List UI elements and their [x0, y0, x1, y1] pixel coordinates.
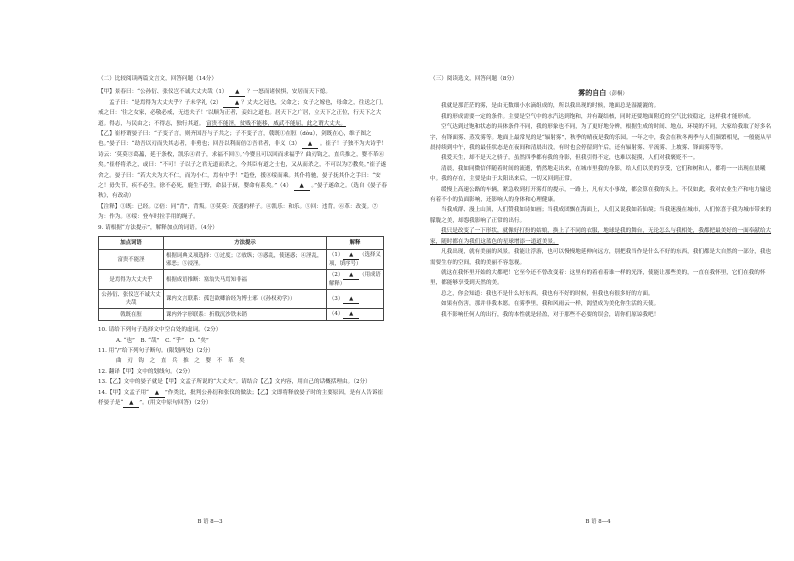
table-row [99, 250, 384, 270]
blank-2: ▲ [223, 100, 239, 108]
essay-paragraph: 我的形成需要一定的条件。主要是空气中的水汽达到饱和，并有凝结核，同时还要地面附近的空气比较稳定，这样我才能形成。 [441, 113, 755, 120]
blank-1: ▲ [229, 89, 245, 97]
right-column [430, 74, 776, 320]
essay-title: 雾的自白（彭桐） [578, 88, 628, 98]
essay-paragraph: 就这在我怀里开始的大都吧！它至今还不曾改变着：这里有的着看着谁一样的光泽，使能让那些美的，一直在我怀里，它们在我的怀里，都能够享受到天然的美。 [430, 269, 766, 287]
yi-passage: 【乙】崔杼谓晏子曰：“子变子言，则齐国吾与子共之；子不变子言，戟既①在脰（dòu），剑既在心，维子图之也。”晏子曰：“劫吾以刃而失其志者，非勇也；回吾以利而倍②吾君者，非义（3） ▲ 。崔子！子独不为夫诗乎！诗云：‘莫莫③葛藟，延于条枚，凯乐④君子，求福不回⑤。’今婴且可以回而求福乎？曲刃钩之，直兵推之，婴不革⑥矣。”崔杼将杀之，或曰：“不可！子以子之君无道而杀之，今其臣有道之士也，又从而杀之，不可以为⑦教矣。”崔子遂舍之。晏子曰：“若大夫为大不仁，而为小仁，焉有中乎！”趋登，援⑧绥而乘。其仆将驰，晏子抚其仆之手曰：“安之！毋失节，疾不必生，徐不必死，鹿生于野，命县于厨，婴命有系矣。”（4） ▲ 。”晏子遂命之。（选自《晏子春秋》，有改动） [98, 131, 387, 200]
essay-author: （彭桐） [606, 91, 628, 98]
blank-q14-2[interactable]: ▲ [123, 400, 139, 408]
table-cell-word: 富贵不能淫 [99, 250, 164, 270]
table-cell-method: 根据成语推断：塞翁失马焉知非福 [164, 270, 327, 290]
essay-paragraph: 如果有伤害，那并非我本愿。在雾季里，我和风雨云一样，渴望成为美化你生活的天使。 [441, 301, 660, 308]
question-10-options[interactable]: A. “也” B. “哉” C. “乎” D. “矣” [116, 337, 209, 344]
table-header: 解释 [327, 237, 384, 250]
right-page [402, 0, 794, 561]
question-12: 12. 翻译【甲】文中的划线句。（2分） [98, 368, 194, 375]
jia-passage-2: 孟子曰：“是焉得为大丈夫乎？子未学礼（2） ▲ ？丈夫之冠也，父命之；女子之嫁也，母命之，往送之门，戒之曰：‘往之女家，必敬必戒，无违夫子！’以顺为正者，妾妇之道也。居天下之广居，立天下之正位，行天下之大道。得志，与民由之；不得志，独行其道。 富贵不能淫，贫贱不能移，威武不能屈，此之谓大丈夫。 [98, 99, 387, 127]
table-cell-method: 课内外字形联系：折戟沉沙铁未销 [164, 309, 327, 321]
table-header: 加点词语 [99, 237, 164, 250]
table-row [99, 270, 384, 290]
table-cell-method: 课内文言联系：孤岂欲卿治经为博士邪（《孙权劝学》） [164, 290, 327, 309]
essay-paragraph: 缓慢上高速公路的车辆，紧急收到打开雾灯的提示，一路上，凡有大小事故，都会算在我的头上。不仅如此，我对农业生产和电力输送有着不小的负面影响，还影响人的身体和心理健康。 [430, 186, 772, 204]
table-cell-method: 根据词典义项选择：①过度；②放纵；③惑乱，使迷惑；④淫乱，邪恶；⑤浸淫。 [164, 250, 327, 270]
blank-q14-1[interactable]: ▲ [149, 390, 165, 398]
page-footer-left: B 语 8—3 [197, 519, 223, 525]
question-14: 14.【甲】文孟子用“ ▲ ”作类比，批判公孙衍和张仪的做法；【乙】文即将释放晏子时的主要原因，是有人告诉崔杼晏子是“ ▲ ”。(用文中原句回答)（2分） [98, 389, 384, 406]
essay-paragraph: 当我成群、漫上山顶，人们赞我如诗如画；当我成团飘在海面上，人们又说我如若仙境；当我迷漫在城市，人们惊喜于我为城市带来的朦胧之美，却怨我影响了正常的出行。 [430, 207, 772, 224]
essay-paragraph: 我不影响任何人的出行，我的本性就是轻盈，对于那些不必要的误会，请你们原谅我吧！ [441, 311, 660, 318]
blank-4: ▲ [294, 183, 310, 191]
question-9: 9. 请根据“方法提示”，解释加点的词语。（4分） [98, 224, 218, 231]
essay-paragraph: 我就是那茫茫的雾，是由无数细小水滴组成的，所以我出现的时候，地面总是湿漉漉的。 [441, 103, 660, 110]
section-title-reading: （三）阅读选文，回答问题（8分） [430, 76, 518, 82]
essay-paragraph: 清晨，我如同微信伴随着时间的流逝，悄然地走出来，在城市里我的身影，给人们以美的享受，它们和树和人，都将一一出现在晨曦中。我的存在，主要是由于太阳出来后，一切又回到正常。 [430, 165, 766, 183]
table-cell-answer[interactable]: （4） ▲ [327, 309, 384, 321]
table-cell-answer[interactable]: （1） ▲ （选择义项，填序号） [327, 250, 384, 270]
table-cell-word: 戟既在脰 [99, 309, 164, 321]
essay-paragraph: 空气达到过饱和状态的具体条件不同，我的形象也不同，为了更好地分辨，根据生成的时间、地点、环境的不同，大家给我取了好多名字，有锋面雾、蒸发雾等。地面上最常见的是“辐射雾”，秋季的晴夜是我的乐园。一年之中，我会在秋冬两季与人们频繁相见，一般能从早晨持续到中午，我的最佳状态是在夜间和清晨出没，有时也会停留到午后，还有辐射雾、平流雾、上坡雾、锋面雾等等。 [430, 124, 772, 152]
question-11-sentence[interactable]: 曲 刃 钩 之 直 兵 推 之 婴 不 革 矣 [116, 358, 245, 365]
essay-paragraph-underlined: 我只是改变了一下形状，就像好打扮的姑娘，换上了不同的衣服，地球是我的舞台，无论怎么与我相处，我都把最美好的一面奉献给大家，随时都在为我们这蓝色的星球增添一道道美景。 [430, 228, 772, 245]
table-cell-answer[interactable]: （2） ▲ （用成语解释） [327, 270, 384, 290]
word-table [98, 236, 384, 321]
essay-paragraph: 总之，你会知道：我也不是什么好东西，我也有不好的时候，但我也有很多好的方面。 [441, 290, 654, 297]
table-header-row [99, 237, 384, 250]
blank-3: ▲ [302, 141, 318, 149]
table-row [99, 309, 384, 321]
question-11: 11. 用“/”给下列句子断句。(限划两处)（2分） [98, 347, 214, 354]
underlined-sentence: 富贵不能淫，贫贱不能移，威武不能屈，此之谓大丈夫。 [206, 120, 346, 127]
essay-paragraph: 凡我出现，就有美丽的风景。我能让浮游，也可以慢慢地延伸向远方，别把我当作是什么不好的东西，我们都是大自然的一部分，我也需要生存的空间，我的美丽不容忽视。 [430, 249, 772, 266]
table-row [99, 290, 384, 309]
page-footer-right: B 语 8—4 [585, 519, 611, 525]
notes: 【注释】①既：已经。②倍：同“背”，背叛。③莫莫：茂盛的样子。④凯乐：和乐。⑤回：违背。⑥革：改变。⑦为：作为。⑧绥：登车时拉手用的绳子。 [98, 203, 378, 221]
question-10: 10. 请给下列句子选择文中空白处的虚词。（2分） [98, 327, 222, 334]
left-column [98, 74, 388, 408]
jia-passage: 【甲】景春曰：“公孙衍、张仪岂不诚大丈夫哉（1） ▲ ？一怒而诸侯惧，安居而天下熄。 [98, 89, 331, 96]
table-header: 方法提示 [164, 237, 327, 250]
section-title-classical: （二）比较阅读两篇文言文，回答问题（14分） [98, 76, 217, 82]
table-cell-word: 公孙衍、张仪岂不诚大丈夫哉 [99, 290, 164, 309]
table-cell-word: 是焉得为大丈夫乎 [99, 270, 164, 290]
table-cell-answer[interactable]: （3） ▲ [327, 290, 384, 309]
essay-paragraph: 我爱天生，却不是天之骄子，虽然四季都有我的身影，但我引得不定，也难以捉摸，人们对我褒贬不一。 [441, 155, 699, 162]
question-13: 13.【乙】文中的晏子就是【甲】文孟子所说的“大丈夫”。请结合【乙】文内容，用自己的话概括理由。（2分） [98, 379, 371, 386]
